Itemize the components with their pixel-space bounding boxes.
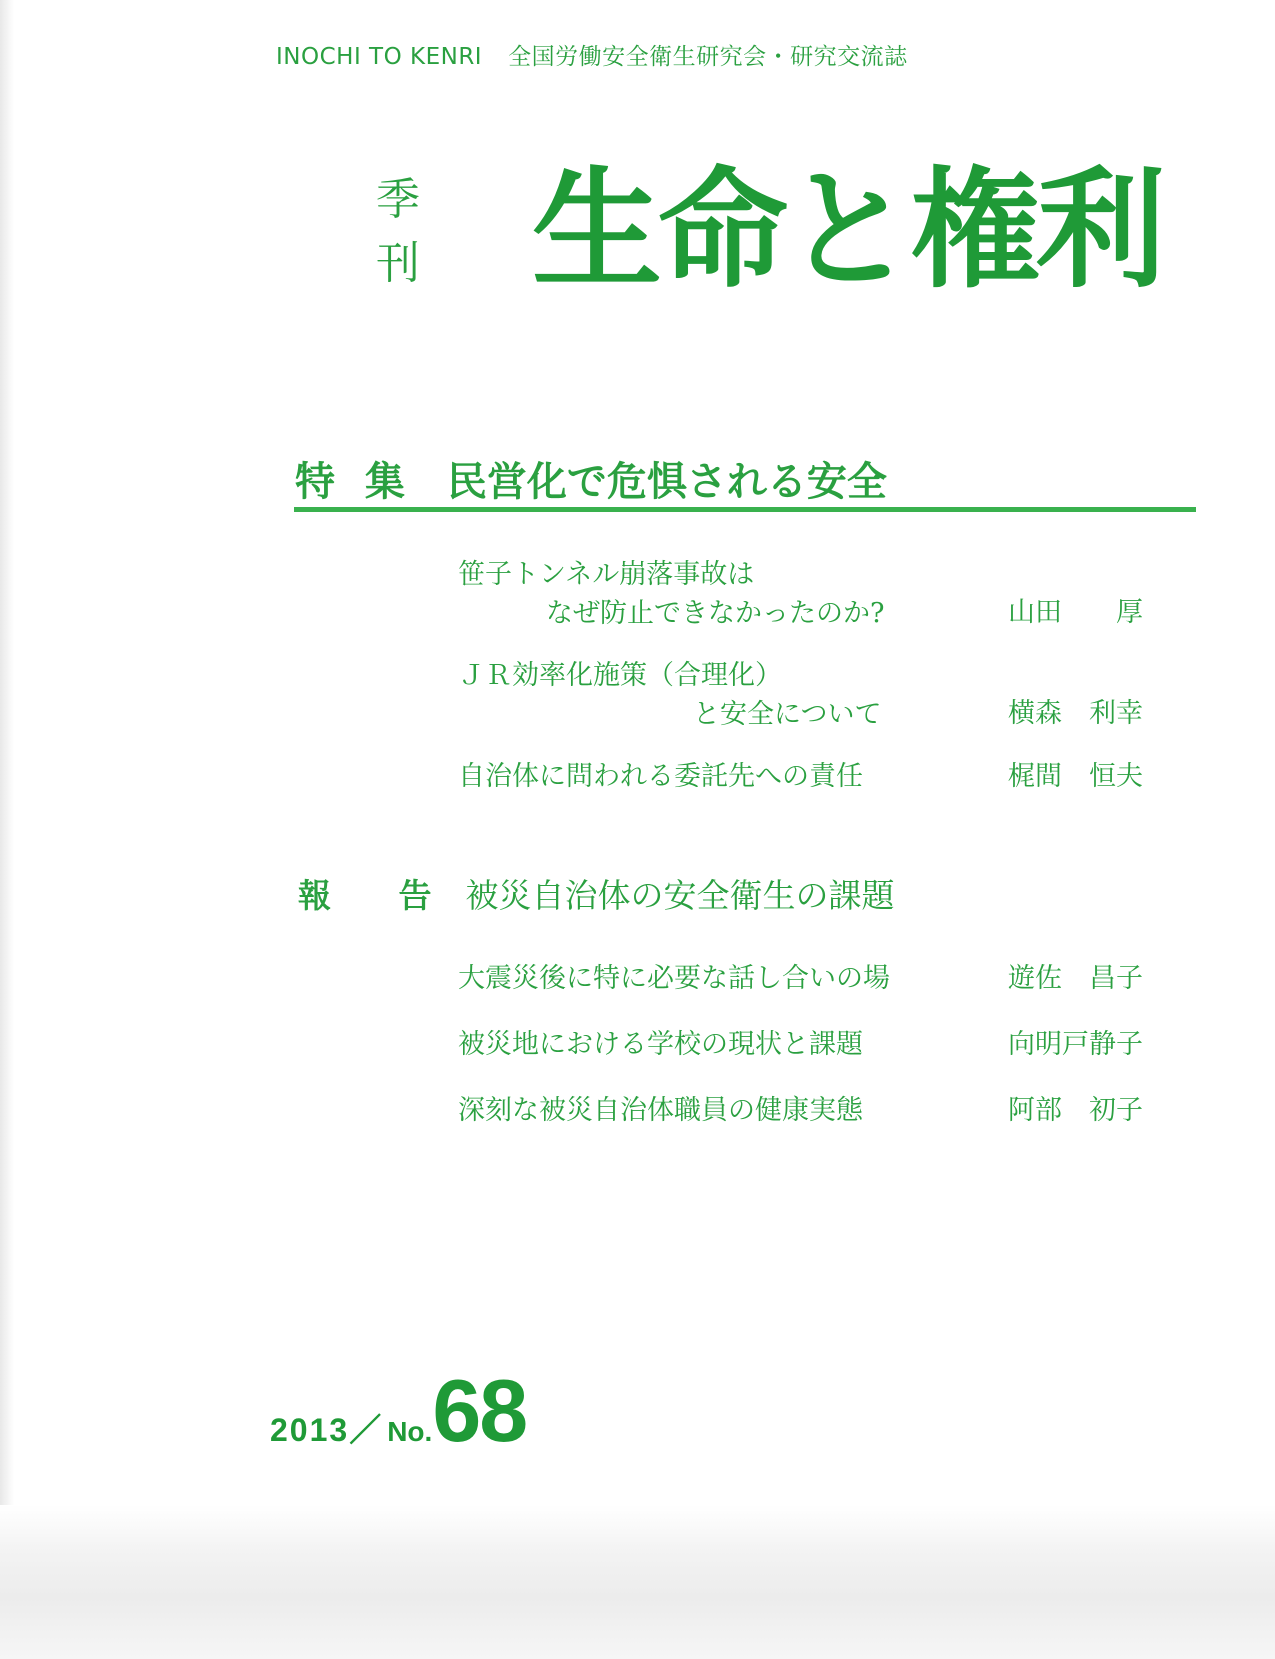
article-title-line2: と安全について [693, 699, 882, 730]
kikan-bottom: 刊 [376, 238, 420, 289]
feature-article-2 [458, 653, 1148, 731]
article-title-line1: 笹子トンネル崩落事故は [458, 559, 755, 590]
article-title: 自治体に問われる委託先への責任 [458, 761, 863, 792]
bottom-scan-band [0, 1505, 1275, 1659]
header-publisher: 全国労働安全衛生研究会・研究交流誌 [508, 44, 908, 70]
feature-rule [294, 507, 1196, 512]
issue-number [270, 1360, 526, 1462]
issue-num: 68 [432, 1361, 527, 1460]
article-author: 梶間 恒夫 [1008, 761, 1143, 792]
feature-article-1 [458, 552, 1148, 630]
issue-no-label: No. [387, 1416, 433, 1447]
report-theme: 被災自治体の安全衛生の課題 [465, 876, 895, 915]
article-title-line2: なぜ防止できなかったのか? [546, 598, 885, 629]
report-article-3 [458, 1088, 1148, 1127]
article-author: 阿部 初子 [1008, 1095, 1143, 1126]
report-label: 報 告 [298, 876, 460, 915]
report-heading [298, 870, 895, 917]
article-title: 被災地における学校の現状と課題 [458, 1029, 863, 1060]
feature-theme: 民営化で危惧される安全 [446, 459, 887, 505]
article-author: 横森 利幸 [1008, 698, 1143, 729]
page-edge-shadow [0, 0, 14, 1659]
article-title: 深刻な被災自治体職員の健康実態 [458, 1095, 863, 1126]
article-author: 山田 厚 [1008, 597, 1143, 628]
article-author: 遊佐 昌子 [1008, 963, 1143, 994]
feature-heading [295, 450, 887, 507]
header-line [276, 38, 908, 71]
article-author: 向明戸静子 [1008, 1029, 1143, 1060]
article-title-line1: ＪＲ効率化施策（合理化） [458, 660, 782, 691]
feature-article-3 [458, 754, 1148, 793]
kikan-top: 季 [376, 174, 420, 225]
issue-year: 2013／ [270, 1412, 384, 1448]
kikan-label [376, 168, 436, 296]
article-title: 大震災後に特に必要な話し合いの場 [458, 963, 890, 994]
report-article-1 [458, 956, 1148, 995]
feature-label: 特 集 [295, 459, 413, 505]
report-article-2 [458, 1022, 1148, 1061]
magazine-title: 生命と権利 [532, 153, 1163, 306]
header-latin: INOCHI TO KENRI [276, 44, 483, 70]
